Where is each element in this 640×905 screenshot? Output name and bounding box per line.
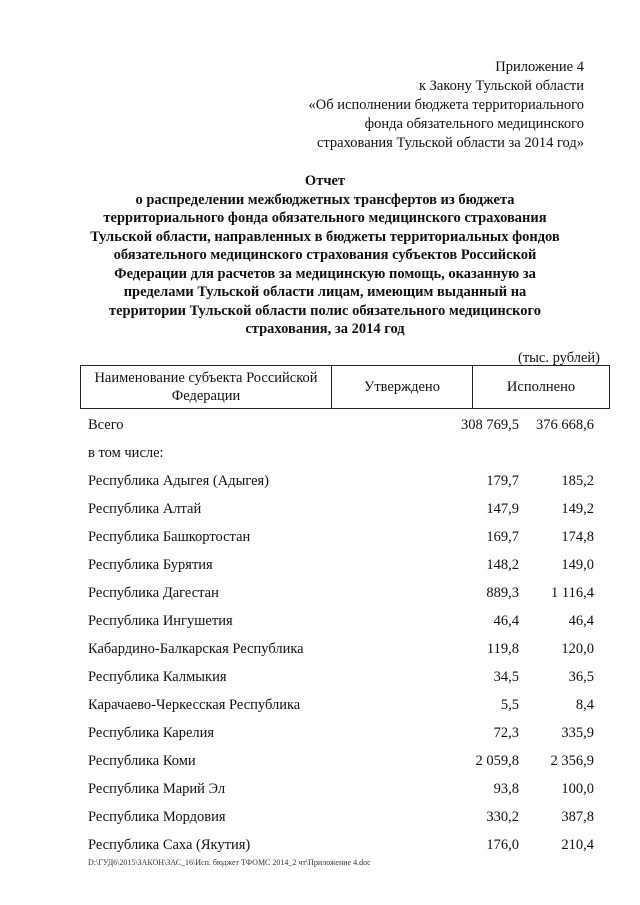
row-approved: 179,7 xyxy=(486,473,519,489)
row-approved: 34,5 xyxy=(493,669,519,685)
row-approved: 176,0 xyxy=(486,837,519,853)
appendix-line: к Закону Тульской области xyxy=(418,78,584,94)
table-row xyxy=(80,723,610,751)
appendix-line: Приложение 4 xyxy=(495,59,584,75)
row-executed: 2 356,9 xyxy=(550,753,594,769)
title-line: пределами Тульской области лицам, имеющим выданный на xyxy=(123,284,527,300)
row-name: Всего xyxy=(88,417,124,433)
row-name: Республика Адыгея (Адыгея) xyxy=(88,473,270,489)
table-row xyxy=(80,583,610,611)
title-line: обязательного медицинского страхования субъектов Российской xyxy=(113,247,537,263)
row-approved: 72,3 xyxy=(493,725,519,741)
row-name: Кабардино-Балкарская Республика xyxy=(88,641,304,657)
table-row xyxy=(80,415,610,443)
row-name: Республика Мордовия xyxy=(88,809,226,825)
table-row xyxy=(80,667,610,695)
row-name: Республика Бурятия xyxy=(88,557,213,573)
row-executed: 149,0 xyxy=(561,557,594,573)
row-approved: 169,7 xyxy=(486,529,519,545)
title-line: Тульской области, направленных в бюджеты территориальных фондов xyxy=(90,228,560,245)
table-header xyxy=(80,365,610,409)
table-row xyxy=(80,527,610,555)
table-row xyxy=(80,555,610,583)
row-name: в том числе: xyxy=(88,445,164,461)
appendix-line: страхования Тульской области за 2014 год» xyxy=(316,135,584,151)
table-row xyxy=(80,751,610,779)
row-name: Карачаево-Черкесская Республика xyxy=(88,697,301,713)
row-executed: 120,0 xyxy=(561,641,594,657)
row-name: Республика Ингушетия xyxy=(88,613,233,629)
row-approved: 148,2 xyxy=(486,557,519,573)
title-line: о распределении межбюджетных трансфертов из бюджета xyxy=(135,191,515,208)
row-executed: 335,9 xyxy=(561,725,594,741)
row-approved: 5,5 xyxy=(500,697,519,713)
row-approved: 119,8 xyxy=(486,641,519,657)
row-executed xyxy=(519,443,594,471)
row-executed: 376 668,6 xyxy=(536,417,594,433)
appendix-line: «Об исполнении бюджета территориального xyxy=(308,97,584,113)
row-executed: 387,8 xyxy=(561,809,594,825)
row-name: Республика Коми xyxy=(88,753,196,769)
table-row xyxy=(80,695,610,723)
title-line: Федерации для расчетов за медицинскую помощь, оказанную за xyxy=(114,265,536,282)
header-name: Наименование субъекта Российской Федерации xyxy=(81,366,332,408)
row-name: Республика Дагестан xyxy=(88,585,219,601)
row-executed: 8,4 xyxy=(575,697,594,713)
row-name: Республика Саха (Якутия) xyxy=(88,837,251,853)
table-row xyxy=(80,443,610,471)
table-row xyxy=(80,471,610,499)
table-row xyxy=(80,807,610,835)
title-heading: Отчет xyxy=(304,173,346,189)
row-approved: 46,4 xyxy=(493,613,519,629)
row-approved: 308 769,5 xyxy=(461,417,519,433)
row-executed: 1 116,4 xyxy=(551,585,594,601)
header-approved: Утверждено xyxy=(332,366,473,408)
units-label: (тыс. рублей) xyxy=(518,350,600,366)
table-row xyxy=(80,499,610,527)
table-body xyxy=(80,415,610,863)
row-name: Республика Карелия xyxy=(88,725,215,741)
row-executed: 174,8 xyxy=(561,529,594,545)
row-approved: 93,8 xyxy=(493,781,519,797)
row-approved: 330,2 xyxy=(486,809,519,825)
file-path-footer: D:\ГУД6\2015\ЗАКОН\ЗАС_16\Исп. бюджет ТФОМС 2014_2 чт\Приложение 4.doc xyxy=(88,858,371,867)
row-approved: 147,9 xyxy=(486,501,519,517)
row-approved: 889,3 xyxy=(486,585,519,601)
row-name: Республика Башкортостан xyxy=(88,529,251,545)
report-title xyxy=(70,172,580,339)
row-executed: 185,2 xyxy=(561,473,594,489)
row-executed: 210,4 xyxy=(561,837,594,853)
title-line: страхования, за 2014 год xyxy=(245,321,405,337)
table-row xyxy=(80,779,610,807)
row-name: Республика Марий Эл xyxy=(88,781,226,797)
table-row xyxy=(80,639,610,667)
appendix-line: фонда обязательного медицинского xyxy=(364,116,584,132)
table-row xyxy=(80,611,610,639)
title-line: территориального фонда обязательного медицинского страхования xyxy=(103,210,547,226)
row-name: Республика Калмыкия xyxy=(88,669,227,685)
title-line: территории Тульской области полис обязательного медицинского xyxy=(108,302,542,319)
appendix-block xyxy=(309,58,584,153)
row-executed: 36,5 xyxy=(568,669,594,685)
row-executed: 46,4 xyxy=(568,613,594,629)
header-executed: Исполнено xyxy=(506,379,576,395)
row-executed: 149,2 xyxy=(561,501,594,517)
row-executed: 100,0 xyxy=(561,781,594,797)
row-name: Республика Алтай xyxy=(88,501,202,517)
row-approved xyxy=(384,443,519,471)
row-approved: 2 059,8 xyxy=(475,753,519,769)
